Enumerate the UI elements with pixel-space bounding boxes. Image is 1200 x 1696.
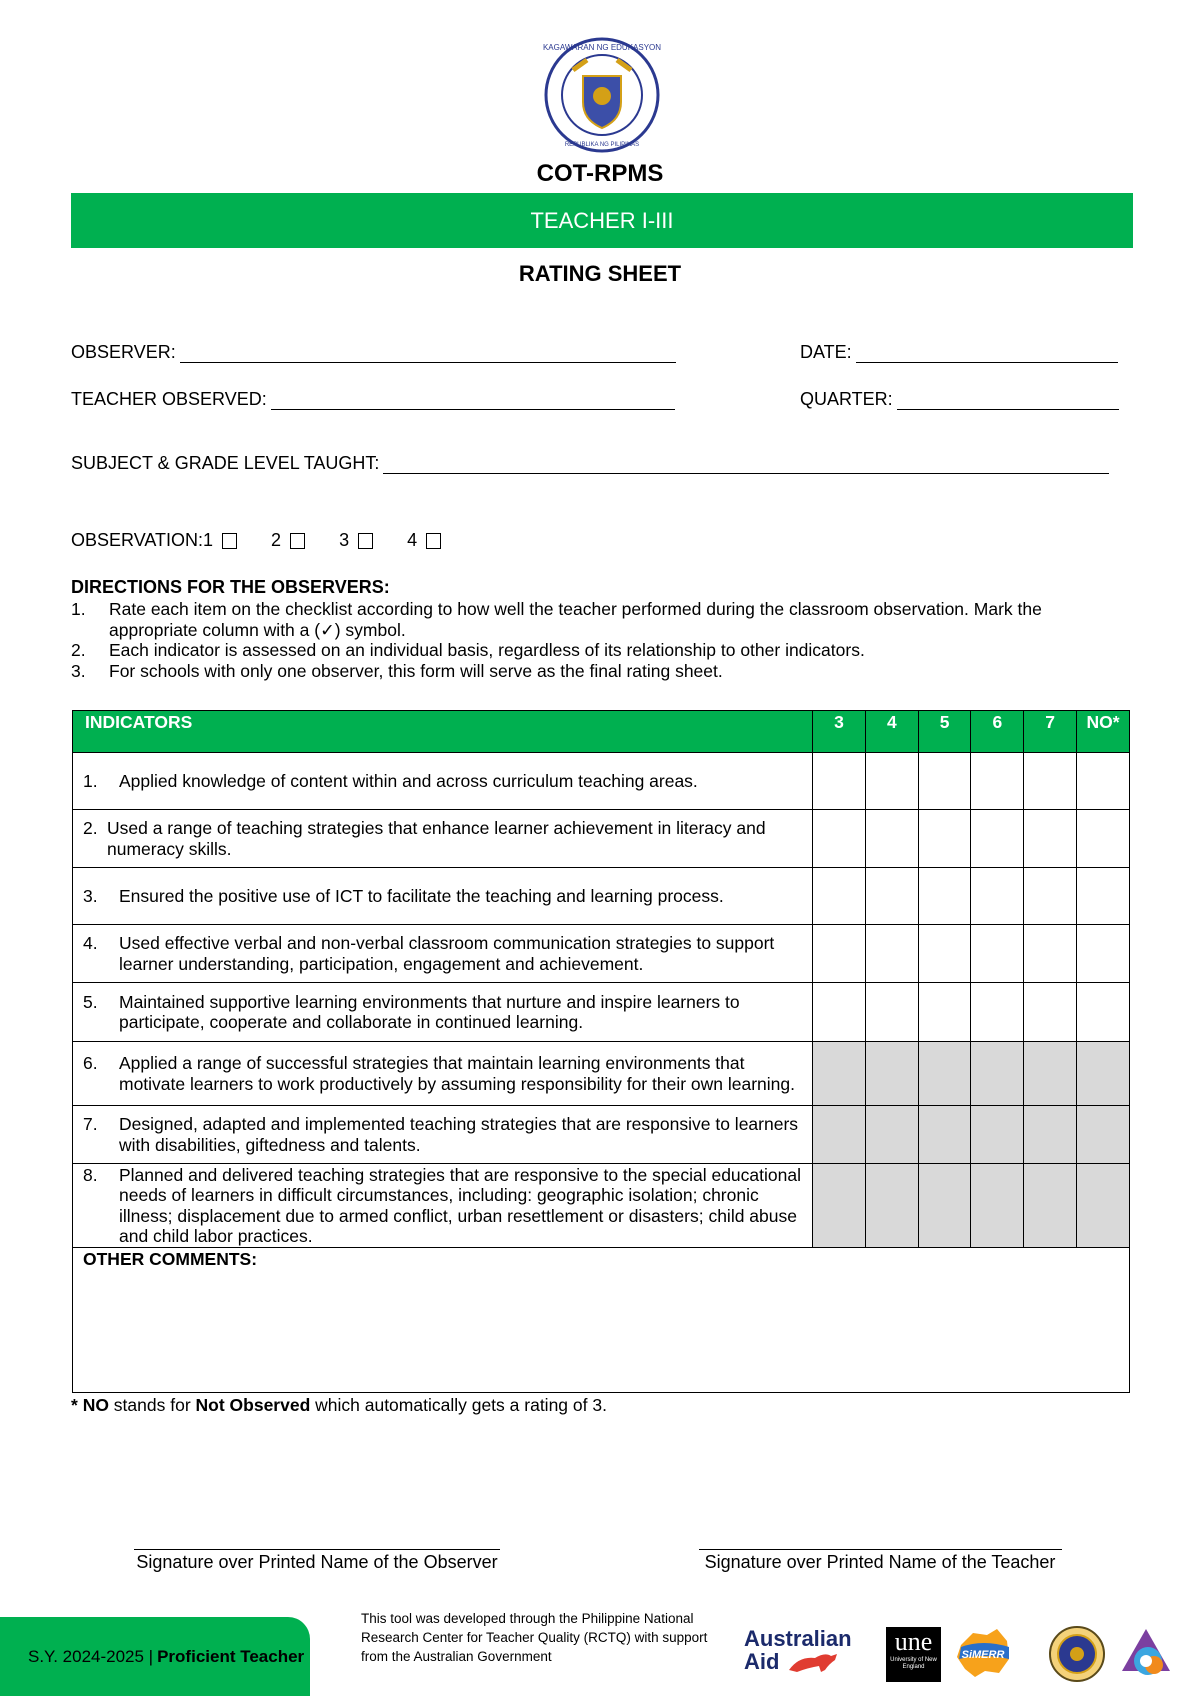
date-field[interactable] (800, 342, 1118, 363)
footnote: * NO stands for Not Observed which automatically gets a rating of 3. (71, 1395, 607, 1415)
rating-cell-disabled (1077, 1042, 1130, 1106)
rating-cell[interactable] (813, 983, 866, 1042)
rating-cell[interactable] (865, 753, 918, 810)
teacher-level: Proficient Teacher (157, 1646, 305, 1666)
rating-cell[interactable] (1024, 753, 1077, 810)
indicators-header: INDICATORS (73, 711, 813, 753)
table-row: 8. Planned and delivered teaching strategies that are responsive to the special educational needs of learners in difficult circumstances, including: geographic isolation; chronic illness; displacement due to armed conflict, urban resettlement or disasters; child abuse and child labor practices. (73, 1164, 1130, 1248)
observation-option-2[interactable]: 2 (271, 530, 305, 551)
score-header-6: 6 (971, 711, 1024, 753)
teacher-signature-line[interactable] (699, 1549, 1062, 1550)
rating-cell[interactable] (918, 810, 971, 868)
teacher-observed-field[interactable] (71, 389, 675, 410)
rating-sheet-subtitle: RATING SHEET (518, 261, 682, 286)
other-comments-label: OTHER COMMENTS: (83, 1249, 258, 1269)
rating-cell-disabled (1024, 1042, 1077, 1106)
date-label: DATE: (800, 342, 852, 362)
table-row: 5. Maintained supportive learning environments that nurture and inspire learners to participate, cooperate and collaborate in continued learning. (73, 983, 1130, 1042)
rating-cell[interactable] (865, 810, 918, 868)
rating-cell[interactable] (1024, 810, 1077, 868)
observation-row (71, 530, 475, 551)
rating-cell[interactable] (971, 868, 1024, 925)
table-row: 7. Designed, adapted and implemented teaching strategies that are responsive to learners with disabilities, giftedness and talents. (73, 1106, 1130, 1164)
rating-cell-disabled (865, 1164, 918, 1248)
rating-cell[interactable] (971, 983, 1024, 1042)
observer-signature-label: Signature over Printed Name of the Observer (136, 1552, 498, 1572)
table-row: 3. Ensured the positive use of ICT to facilitate the teaching and learning process. (73, 868, 1130, 925)
checkbox[interactable] (358, 533, 373, 549)
credit-text: This tool was developed through the Philippine National Research Center for Teacher Quality (RCTQ) with support from the Australian Government (361, 1611, 708, 1664)
table-row: 1. Applied knowledge of content within and across curriculum teaching areas. (73, 753, 1130, 810)
checkbox[interactable] (426, 533, 441, 549)
teacher-band (71, 193, 1133, 248)
other-comments-box[interactable] (73, 1248, 1130, 1393)
quarter-field[interactable] (800, 389, 1119, 410)
teacher-signature-label: Signature over Printed Name of the Teacher (704, 1552, 1056, 1572)
rating-cell[interactable] (971, 753, 1024, 810)
rating-cell[interactable] (813, 925, 866, 983)
rating-cell[interactable] (813, 868, 866, 925)
svg-text:REPUBLIKA NG PILIPINAS: REPUBLIKA NG PILIPINAS (564, 142, 640, 148)
observation-option-3[interactable]: 3 (339, 530, 373, 551)
table-row: 4. Used effective verbal and non-verbal classroom communication strategies to support learner understanding, participation, engagement and achievement. (73, 925, 1130, 983)
rating-cell[interactable] (865, 868, 918, 925)
rating-cell[interactable] (1077, 925, 1130, 983)
observation-option-4[interactable]: 4 (407, 530, 441, 551)
rating-cell[interactable] (918, 983, 971, 1042)
rating-cell[interactable] (1077, 868, 1130, 925)
rctq-seal (1048, 1625, 1106, 1683)
rating-cell-disabled (918, 1106, 971, 1164)
checkbox[interactable] (222, 533, 237, 549)
rating-cell-disabled (1024, 1164, 1077, 1248)
comments-row (73, 1248, 1130, 1393)
rating-cell[interactable] (865, 925, 918, 983)
rating-cell-disabled (1024, 1106, 1077, 1164)
teacher-observed-line[interactable] (271, 391, 675, 410)
svg-text:KAGAWARAN NG EDUKASYON: KAGAWARAN NG EDUKASYON (543, 43, 661, 52)
rating-cell[interactable] (813, 753, 866, 810)
rating-cell[interactable] (813, 810, 866, 868)
directions-title: DIRECTIONS FOR THE OBSERVERS: (71, 577, 390, 597)
list-item: 3. For schools with only one observer, this form will serve as the final rating sheet. (71, 660, 723, 681)
rating-cell-disabled (971, 1106, 1024, 1164)
date-line[interactable] (856, 344, 1118, 363)
rating-cell-disabled (813, 1164, 866, 1248)
directions-list (71, 599, 1091, 681)
rating-cell[interactable] (865, 983, 918, 1042)
deped-seal (543, 36, 661, 154)
rating-cell[interactable] (1077, 983, 1130, 1042)
une-logo: une University of New England (886, 1627, 941, 1682)
kangaroo-icon (785, 1650, 843, 1674)
score-header-7: 7 (1024, 711, 1077, 753)
observation-label: OBSERVATION: (71, 530, 204, 550)
teacher-observed-label: TEACHER OBSERVED: (71, 389, 267, 409)
score-header-3: 3 (813, 711, 866, 753)
page-title: COT-RPMS (536, 160, 664, 187)
table-header-row (73, 711, 1130, 753)
quarter-line[interactable] (897, 391, 1119, 410)
quarter-label: QUARTER: (800, 389, 893, 409)
list-item: 2. Each indicator is assessed on an individual basis, regardless of its relationship to other indicators. (71, 640, 865, 660)
rating-cell[interactable] (1077, 810, 1130, 868)
rating-cell-disabled (1077, 1164, 1130, 1248)
observer-signature-line[interactable] (134, 1549, 500, 1550)
table-row: 6. Applied a range of successful strategies that maintain learning environments that motivate learners to work productively by assuming responsibility for their own learning. (73, 1042, 1130, 1106)
rating-cell-disabled (865, 1106, 918, 1164)
school-year: S.Y. 2024-2025 | (28, 1646, 154, 1666)
rating-cell[interactable] (1024, 983, 1077, 1042)
svg-text:SiMERR: SiMERR (961, 1649, 1005, 1661)
list-item: 1. Rate each item on the checklist according to how well the teacher performed during the classroom observation. Mark the appropriate column with a (✓) symbol. (71, 599, 1042, 640)
rating-cell-disabled (813, 1042, 866, 1106)
rating-cell[interactable] (918, 753, 971, 810)
observer-label: OBSERVER: (71, 342, 176, 362)
observation-option-1[interactable]: 1 (203, 530, 237, 551)
rating-cell[interactable] (1024, 868, 1077, 925)
subject-grade-label: SUBJECT & GRADE LEVEL TAUGHT: (71, 453, 380, 473)
checkbox[interactable] (290, 533, 305, 549)
rating-cell-disabled (971, 1164, 1024, 1248)
score-header-no: NO* (1077, 711, 1130, 753)
school-year-tab (0, 1617, 310, 1696)
rating-cell-disabled (971, 1042, 1024, 1106)
rating-cell[interactable] (971, 925, 1024, 983)
observer-line[interactable] (180, 344, 676, 363)
rating-cell[interactable] (1077, 753, 1130, 810)
rating-cell[interactable] (1024, 925, 1077, 983)
rating-cell-disabled (918, 1042, 971, 1106)
subject-grade-field[interactable] (71, 453, 1109, 474)
rctq-logo (1118, 1625, 1174, 1683)
rating-cell-disabled (1077, 1106, 1130, 1164)
rating-cell-disabled (865, 1042, 918, 1106)
rating-cell[interactable] (971, 810, 1024, 868)
rating-cell[interactable] (918, 925, 971, 983)
subject-grade-line[interactable] (383, 455, 1109, 474)
score-header-4: 4 (865, 711, 918, 753)
simerr-logo (953, 1625, 1013, 1683)
teacher-band-label: TEACHER I-III (530, 207, 674, 233)
table-row: 2. Used a range of teaching strategies that enhance learner achievement in literacy and numeracy skills. (73, 810, 1130, 868)
rating-cell-disabled (918, 1164, 971, 1248)
indicators-table (72, 710, 1130, 1393)
score-header-5: 5 (918, 711, 971, 753)
rating-cell-disabled (813, 1106, 866, 1164)
rating-cell[interactable] (918, 868, 971, 925)
australian-aid-logo: Australian Aid (744, 1626, 852, 1674)
observer-field[interactable] (71, 342, 676, 363)
